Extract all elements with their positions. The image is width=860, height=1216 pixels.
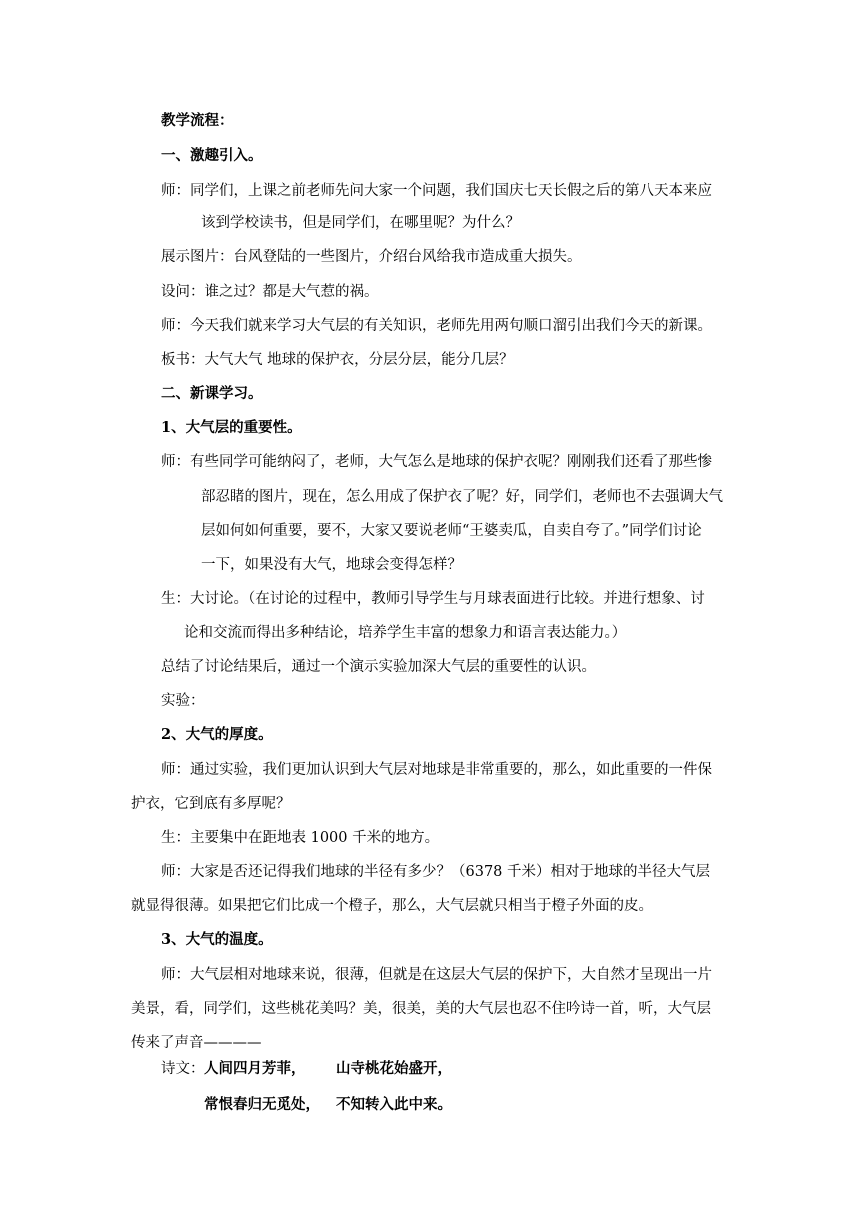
paragraph-line: 论和交流而得出多种结论，培养学生丰富的想象力和语言表达能力。） <box>184 625 627 641</box>
subheading-thickness: 2、大气的厚度。 <box>161 726 273 743</box>
paragraph-line: 师：今天我们就来学习大气层的有关知识，老师先用两句顺口溜引出我们今天的新课。 <box>161 318 712 334</box>
poem-line-1a: 人间四月芳菲， <box>204 1060 306 1077</box>
paragraph-line: 传来了声音———— <box>131 1035 262 1051</box>
paragraph-line: 师：大气层相对地球来说，很薄，但就是在这层大气层的保护下，大自然才呈现出一片 <box>161 967 712 983</box>
paragraph-line: 就显得很薄。如果把它们比成一个橙子，那么，大气层就只相当于橙子外面的皮。 <box>131 898 653 914</box>
poem-line-1b: 山寺桃花始盛开， <box>336 1060 452 1077</box>
section-heading-teaching-flow: 教学流程： <box>161 112 234 129</box>
paragraph-line: 该到学校读书，但是同学们，在哪里呢？为什么？ <box>201 215 520 231</box>
paragraph-line: 美景，看，同学们，这些桃花美吗？美，很美，美的大气层也忍不住吟诗一首，听，大气层 <box>131 1001 711 1017</box>
paragraph-line: 师：同学们，上课之前老师先问大家一个问题，我们国庆七天长假之后的第八天本来应 <box>161 183 712 199</box>
poem-label: 诗文： <box>161 1061 205 1077</box>
paragraph-line: 设问：谁之过？都是大气惹的祸。 <box>161 284 379 300</box>
paragraph-line: 生：主要集中在距地表 1000 千米的地方。 <box>161 830 440 846</box>
poem-line-2b: 不知转入此中来。 <box>336 1096 452 1113</box>
paragraph-line: 一下，如果没有大气，地球会变得怎样？ <box>201 557 462 573</box>
paragraph-line: 层如何如何重要，要不，大家又要说老师“王婆卖瓜，自卖自夸了。”同学们讨论 <box>201 523 702 539</box>
paragraph-line: 板书：大气大气 地球的保护衣，分层分层，能分几层？ <box>161 352 514 368</box>
paragraph-line: 师：通过实验，我们更加认识到大气层对地球是非常重要的，那么，如此重要的一件保 <box>161 762 712 778</box>
paragraph-line: 师：大家是否还记得我们地球的半径有多少？（6378 千米）相对于地球的半径大气层 <box>161 864 711 880</box>
subheading-importance: 1、大气层的重要性。 <box>161 419 302 436</box>
paragraph-line: 护衣，它到底有多厚呢？ <box>131 796 291 812</box>
poem-line-2a: 常恨春归无觅处， <box>204 1096 320 1113</box>
paragraph-line: 部忍睹的图片，现在，怎么用成了保护衣了呢？好，同学们，老师也不去强调大气 <box>201 489 723 505</box>
paragraph-line: 师：有些同学可能纳闷了，老师，大气怎么是地球的保护衣呢？刚刚我们还看了那些惨 <box>161 454 712 470</box>
paragraph-line: 展示图片：台风登陆的一些图片，介绍台风给我市造成重大损失。 <box>161 249 582 265</box>
subheading-temperature: 3、大气的温度。 <box>161 931 273 948</box>
section-heading-new-lesson: 二、新课学习。 <box>161 385 263 402</box>
paragraph-line: 实验： <box>161 693 205 709</box>
paragraph-line: 生：大讨论。（在讨论的过程中，教师引导学生与月球表面进行比较。并进行想象、讨 <box>161 591 705 607</box>
paragraph-line: 总结了讨论结果后，通过一个演示实验加深大气层的重要性的认识。 <box>161 659 596 675</box>
section-heading-intro: 一、激趣引入。 <box>161 147 263 164</box>
